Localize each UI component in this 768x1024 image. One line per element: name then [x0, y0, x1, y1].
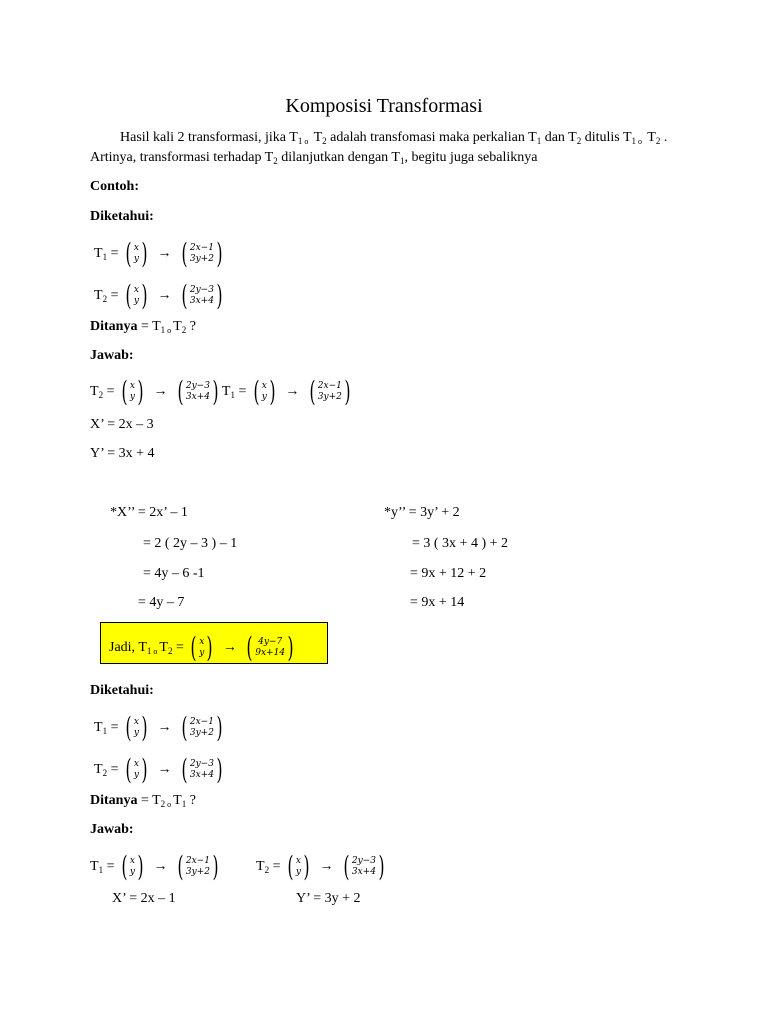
intro-paragraph: Hasil kali 2 transformasi, jika $T_1$ $_o$ $T_2$ adalah transfomasi maka perkalian $T_1$ dan $T_2$ ditulis $T_1$ $_o$ $T_2$ . Artinya, transformasi terhadap $T_2$ dilanjutkan dengan $T_1$, begitu juga sebaliknya — [90, 130, 668, 166]
jawab-t2-2: $T_2$ = ( x y ) → ( 2y−3 3x+4 ) — [256, 850, 385, 883]
jawab-label-2: Jawab: — [90, 822, 134, 837]
diketahui-label-1: Diketahui: — [90, 209, 154, 224]
y-prime-1: Y’ = 3x + 4 — [90, 446, 155, 461]
y-prime-2: Y’ = 3y + 2 — [296, 891, 361, 906]
t1-definition-2: $T_1$ = ( x y ) → ( 2x−1 3y+2 ) — [94, 711, 223, 744]
x-double-prime-step: *X’’ = 2x’ – 1 — [110, 505, 188, 520]
t1-definition-1: $T_1$ = ( x y ) → ( 2x−1 3y+2 ) — [94, 240, 226, 268]
x-prime-2: X’ = 2x – 1 — [112, 891, 176, 906]
matrix-t1-output: ( 2x−1 3y+2 ) — [181, 237, 223, 270]
ditanya-line-1: Ditanya = $T_1$ $_o$ $T_2$ ? — [90, 319, 196, 335]
x-double-prime-step: = 2 ( 2y – 3 ) – 1 — [143, 536, 238, 551]
jawab-matrices-1: $T_2$ = ( x y ) → ( 2y−3 3x+4 ) $T_1$ = ( x y ) → ( 2x−1 3y+2 ) — [90, 375, 351, 408]
page-title: Komposisi Transformasi — [285, 95, 483, 117]
conclusion-text: Jadi, $T_1$ $_o$ $T_2$ = ( x y ) → ( 4y−7 9x+14 ) — [109, 634, 297, 662]
matrix-result: ( 4y−7 9x+14 ) — [246, 631, 294, 664]
y-double-prime-step: = 9x + 14 — [410, 595, 465, 610]
ditanya-line-2: Ditanya = $T_2$ $_o$ $T_1$ ? — [90, 793, 196, 809]
x-double-prime-step: = 4y – 6 -1 — [143, 566, 205, 581]
conclusion-box — [100, 622, 328, 664]
matrix-t2-output: ( 2y−3 3x+4 ) — [181, 279, 223, 312]
matrix-xy: ( x y ) — [125, 237, 148, 270]
y-double-prime-step: = 9x + 12 + 2 — [410, 566, 487, 581]
jawab-t1-2: $T_1$ = ( x y ) → ( 2x−1 3y+2 ) — [90, 850, 219, 883]
matrix-xy: ( x y ) — [125, 279, 148, 312]
y-double-prime-step: *y’’ = 3y’ + 2 — [384, 505, 460, 520]
x-double-prime-step: = 4y – 7 — [138, 595, 185, 610]
t2-definition-2: $T_2$ = ( x y ) → ( 2y−3 3x+4 ) — [94, 753, 223, 786]
contoh-label: Contoh: — [90, 179, 140, 194]
t2-definition-1: $T_2$ = ( x y ) → ( 2y−3 3x+4 ) — [94, 282, 226, 310]
jawab-label-1: Jawab: — [90, 348, 134, 363]
diketahui-label-2: Diketahui: — [90, 683, 154, 698]
y-double-prime-step: = 3 ( 3x + 4 ) + 2 — [412, 536, 509, 551]
x-prime-1: X’ = 2x – 3 — [90, 417, 154, 432]
